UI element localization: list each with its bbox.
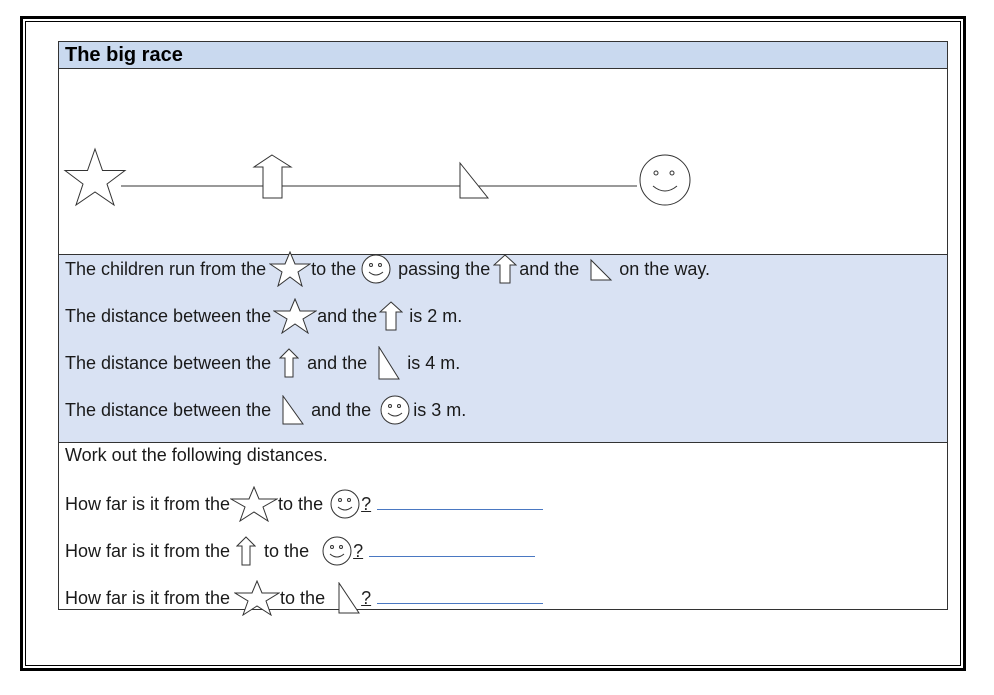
question-1: [65, 490, 543, 518]
arrow-up-icon: [254, 155, 291, 198]
answer-line-3[interactable]: [377, 603, 543, 604]
triangle-icon: [589, 257, 613, 281]
star-icon: [234, 580, 280, 616]
info-line-2: [65, 302, 462, 330]
question-mark: ?: [353, 540, 364, 561]
info-text: and the: [519, 258, 580, 279]
question-mark: ?: [361, 587, 372, 608]
question-2: [65, 537, 535, 565]
info-line-1: [65, 255, 710, 283]
triangle-icon: [281, 395, 305, 425]
questions-section: [59, 443, 947, 609]
smiley-icon: [360, 254, 392, 284]
question-text: How far is it from the: [65, 587, 231, 608]
question-text: How far is it from the: [65, 540, 231, 561]
info-text: on the way.: [619, 258, 711, 279]
smiley-icon: [329, 489, 361, 519]
triangle-icon: [337, 582, 361, 614]
star-icon: [273, 298, 317, 334]
info-section: [59, 254, 947, 443]
race-diagram: [59, 69, 947, 254]
info-text: The distance between the: [65, 352, 272, 373]
page-title: The big race: [65, 44, 183, 66]
answer-line-2[interactable]: [369, 556, 535, 557]
race-track-svg: [59, 69, 947, 254]
smiley-icon: [379, 395, 411, 425]
info-text: and the: [317, 305, 378, 326]
title-row: [59, 42, 947, 69]
arrow-up-icon: [279, 348, 299, 378]
arrow-up-icon: [379, 301, 403, 331]
info-text: to the: [311, 258, 357, 279]
answer-line-1[interactable]: [377, 509, 543, 510]
info-line-3: [65, 349, 460, 377]
smiley-icon: [640, 155, 690, 205]
star-icon: [230, 486, 278, 522]
smiley-icon: [321, 536, 353, 566]
triangle-icon: [460, 163, 488, 198]
info-text: The distance between the: [65, 399, 272, 420]
arrow-up-icon: [493, 254, 517, 284]
info-text: is 4 m.: [407, 352, 461, 373]
info-text: and the: [311, 399, 372, 420]
questions-intro: [65, 441, 328, 469]
question-mark: ?: [361, 493, 372, 514]
question-3: [65, 584, 543, 612]
arrow-up-icon: [236, 536, 256, 566]
question-text: to the: [280, 587, 326, 608]
info-text: is 3 m.: [413, 399, 467, 420]
info-text: The distance between the: [65, 305, 272, 326]
info-text: The children run from the: [65, 258, 267, 279]
intro-text: Work out the following distances.: [65, 444, 328, 465]
question-text: to the: [264, 540, 310, 561]
star-icon: [65, 149, 125, 205]
question-text: How far is it from the: [65, 493, 231, 514]
info-text: is 2 m.: [409, 305, 463, 326]
question-text: to the: [278, 493, 324, 514]
info-text: passing the: [398, 258, 491, 279]
worksheet-table: [58, 41, 948, 610]
info-line-4: [65, 396, 466, 424]
info-text: and the: [307, 352, 368, 373]
triangle-icon: [377, 346, 401, 380]
star-icon: [269, 251, 311, 287]
